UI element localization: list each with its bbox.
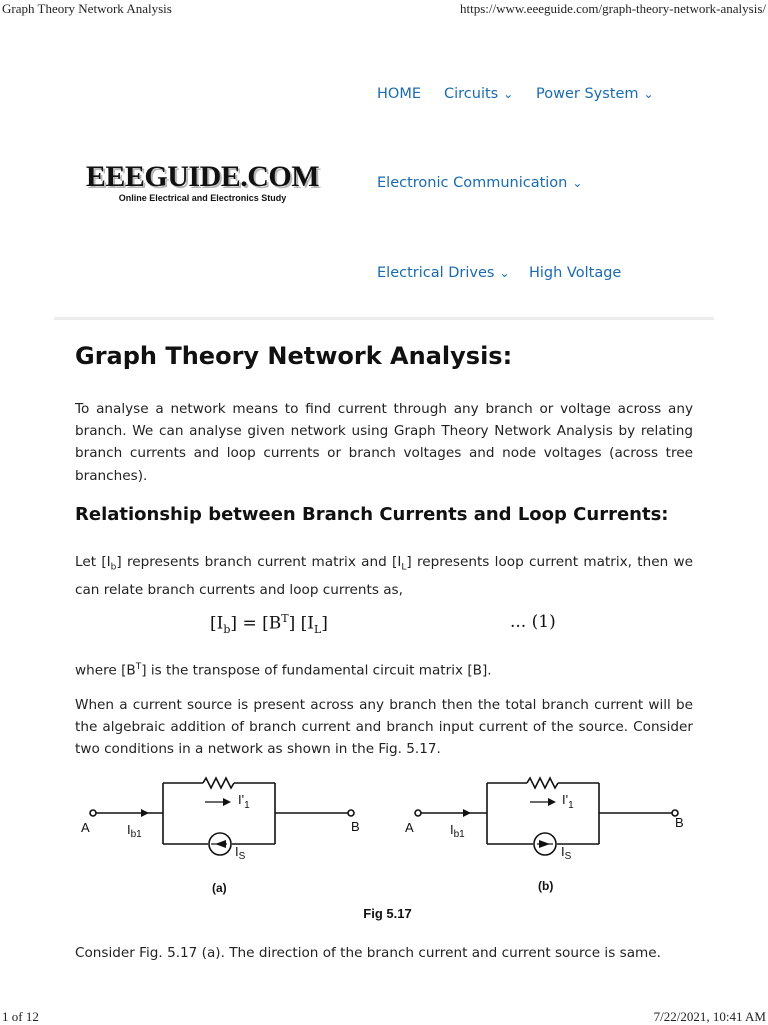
- page-title: Graph Theory Network Analysis:: [75, 342, 513, 370]
- current-source-paragraph: When a current source is present across any branch then the total branch current will be the algebraic addition of branch current and branch input current of the source. Consider two conditions in a network as shown in the Fig. 5.17.: [75, 697, 693, 758]
- node-b-label: B: [675, 815, 684, 830]
- i1-label: $I'_1$: [238, 792, 250, 811]
- arrow-icon: [223, 798, 231, 806]
- nav-electrical-drives-label: Electrical Drives: [377, 265, 495, 281]
- nav-home[interactable]: [377, 86, 421, 102]
- node-b-label: B: [351, 819, 360, 834]
- equation-text: $[I_b] = [B^T]$ $[I_L]$: [210, 612, 328, 637]
- nav-electrical-drives[interactable]: [377, 265, 510, 281]
- nav-circuits[interactable]: [444, 86, 513, 102]
- nav-high-voltage[interactable]: [529, 265, 621, 281]
- print-header: [0, 1, 768, 17]
- print-footer: [0, 1009, 768, 1025]
- nav-power-system[interactable]: [536, 86, 654, 102]
- fig-b-label: (b): [538, 879, 554, 893]
- ib-label: $I_{b1}$: [127, 822, 142, 840]
- figure-caption: Fig 5.17: [363, 906, 412, 921]
- is-label: $I_S$: [561, 844, 572, 862]
- is-label: $I_S$: [235, 844, 246, 862]
- nav-electronic-communication[interactable]: [377, 175, 582, 191]
- logo-text: EEEGUIDE.COM: [85, 160, 320, 193]
- section-title: Relationship between Branch Currents and Loop Currents:: [75, 504, 669, 525]
- nav-home-label: HOME: [377, 86, 421, 102]
- ib-label: $I_{b1}$: [450, 822, 465, 840]
- nav-power-system-label: Power System: [536, 86, 639, 102]
- print-datetime: 7/22/2021, 10:41 AM: [653, 1009, 766, 1024]
- print-url: https://www.eeeguide.com/graph-theory-network-analysis/: [459, 1, 766, 16]
- equation-number: ... (1): [510, 612, 556, 632]
- node-a-label: A: [81, 820, 90, 835]
- nav-high-voltage-label: High Voltage: [529, 265, 622, 281]
- transpose-paragraph: where $[B^T]$ is the transpose of fundamental circuit matrix [B].: [75, 662, 492, 679]
- equation-1: [210, 610, 570, 642]
- page-number: 1 of 12: [2, 1009, 39, 1024]
- circuit-diagrams: [75, 770, 700, 900]
- site-logo[interactable]: [80, 160, 325, 203]
- fig-a-label: (a): [212, 881, 227, 895]
- chevron-down-icon: ⌄: [572, 176, 583, 190]
- chevron-down-icon: ⌄: [643, 87, 654, 101]
- nav-circuits-label: Circuits: [444, 86, 499, 102]
- header-divider: [54, 317, 714, 320]
- chevron-down-icon: ⌄: [499, 266, 510, 280]
- arrow-icon: [548, 798, 556, 806]
- chevron-down-icon: ⌄: [503, 87, 514, 101]
- logo-tagline: Online Electrical and Electronics Study: [118, 193, 287, 203]
- conclusion-paragraph: Consider Fig. 5.17 (a). The direction of the branch current and current source is same.: [75, 945, 661, 961]
- figure-5-17: [75, 770, 700, 930]
- i1-label: $I'_1$: [562, 792, 574, 811]
- node-a-label: A: [405, 820, 414, 835]
- print-title: Graph Theory Network Analysis: [2, 1, 172, 16]
- nav-electronic-communication-label: Electronic Communication: [377, 175, 568, 191]
- intro-paragraph: To analyse a network means to find current through any branch or voltage across any branch. We can analyse given network using Graph Theory Network Analysis by relating branch currents and loop currents or branch voltages and node voltages (across tree branches).: [75, 401, 693, 484]
- branch-loop-paragraph: Let $[I_b]$ represents branch current matrix and $[I_L]$ represents loop current matrix, then we can relate branch currents and loop currents as,: [75, 554, 693, 598]
